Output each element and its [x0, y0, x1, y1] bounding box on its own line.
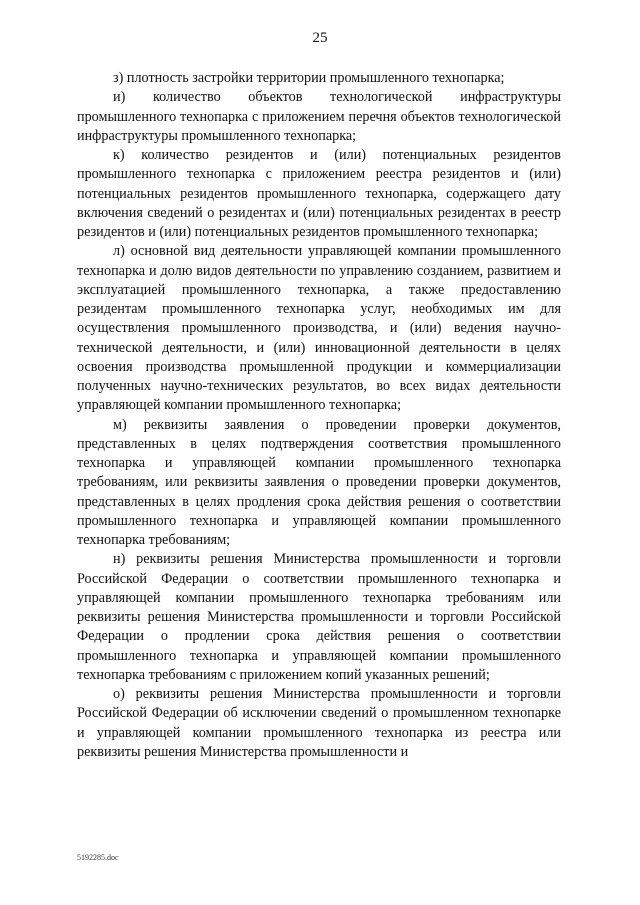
footer-filename: 5192285.doc	[77, 853, 119, 862]
paragraph-k: к) количество резидентов и (или) потенциальных резидентов промышленного технопарка с приложением реестра резидентов и (или) потенциальных резидентов промышленного технопарка, содержащего дату включения сведений о резидентах и (или) потенциальных резидентах в реестр резидентов и (или) потенциальных резидентов промышленного технопарка;	[77, 147, 561, 240]
paragraph-l: л) основной вид деятельности управляющей компании промышленного технопарка и долю видов деятельности по управлению созданием, развитием и эксплуатацией промышленного технопарка, а также предоставлению резидентам промышленного технопарка услуг, необходимых им для осуществления промышленного производства, и (или) ведения научно-технической деятельности, и (или) инновационной деятельности в целях освоения производства промышленной продукции и коммерциализации полученных научно-технических результатов, во всех видах деятельности управляющей компании промышленного технопарка;	[77, 243, 561, 414]
paragraph-o: о) реквизиты решения Министерства промышленности и торговли Российской Федерации об исключении сведений о промышленном технопарке и управляющей компании промышленного технопарка из реестра или реквизиты решения Министерства промышленности и	[77, 686, 561, 760]
document-body	[77, 69, 561, 762]
paragraph-i: и) количество объектов технологической инфраструктуры промышленного технопарка с приложением перечня объектов технологической инфраструктуры промышленного технопарка;	[77, 89, 561, 144]
paragraph-m: м) реквизиты заявления о проведении проверки документов, представленных в целях подтверждения соответствия промышленного технопарка и управляющей компании промышленного технопарка требованиям, или реквизиты заявления о проведении проверки документов, представленных в целях продления срока действия решения о соответствии промышленного технопарка и управляющей компании промышленного технопарка требованиям;	[77, 416, 561, 548]
page-number: 25	[312, 30, 328, 46]
paragraph-n: н) реквизиты решения Министерства промышленности и торговли Российской Федерации о соответствии промышленного технопарка и управляющей компании промышленного технопарка требованиям или реквизиты решения Министерства промышленности и торговли Российской Федерации о продлении срока действия решения о соответствии промышленного технопарка и управляющей компании промышленного технопарка требованиям с приложением копий указанных решений;	[77, 551, 561, 683]
paragraph-z: з) плотность застройки территории промышленного технопарка;	[113, 70, 505, 86]
